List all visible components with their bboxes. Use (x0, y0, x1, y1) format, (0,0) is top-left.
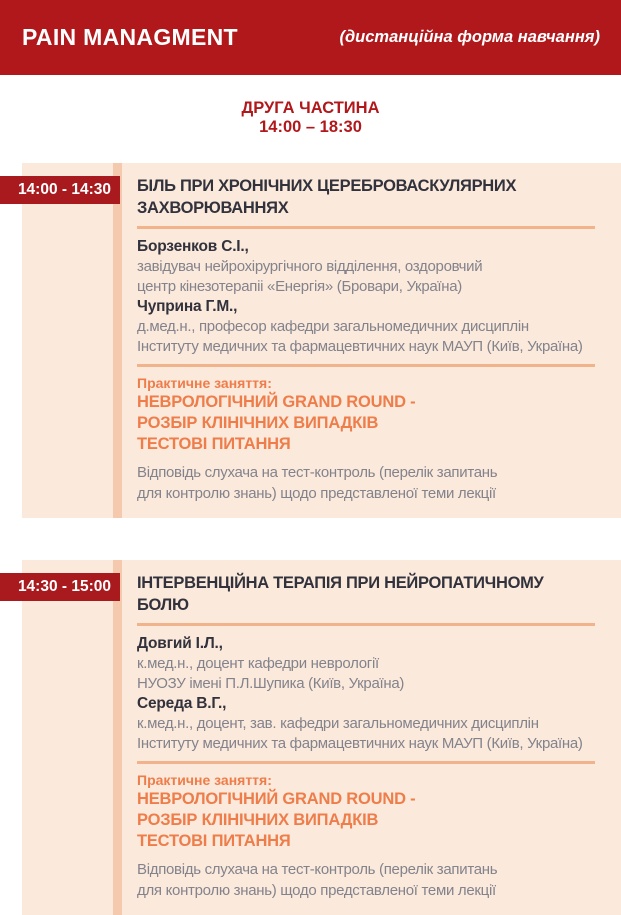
session-2-speakers (137, 634, 595, 754)
header-bar (0, 0, 621, 75)
session-2-content (122, 560, 621, 915)
divider (137, 623, 595, 626)
course-title: PAIN MANAGMENT (22, 24, 238, 50)
speaker-name: Середа В.Г., (137, 695, 227, 712)
course-format-subtitle: (дистанційна форма навчання) (339, 28, 600, 46)
practical-note-line: Відповідь слухача на тест-контроль (перелік запитань (137, 861, 498, 878)
session-1-speakers (137, 237, 595, 357)
speaker-name: Борзенков С.І., (137, 238, 249, 255)
session-1-content (122, 163, 621, 518)
speaker-description-line: Інституту медичних та фармацевтичних наук МАУП (Київ, Україна) (137, 735, 583, 752)
session-1-time-badge: 14:00 - 14:30 (0, 176, 120, 204)
practical-label: Практичне заняття: (137, 772, 272, 788)
practical-title-line: РОЗБІР КЛІНІЧНИХ ВИПАДКІВ (137, 811, 379, 829)
session-2-vertical-strip (113, 560, 122, 915)
practical-label: Практичне заняття: (137, 375, 272, 391)
session-block-1 (17, 163, 621, 518)
speaker-name: Чуприна Г.М., (137, 298, 238, 315)
part-heading (0, 99, 621, 137)
speaker-description-line: Інституту медичних та фармацевтичних наук МАУП (Київ, Україна) (137, 338, 583, 355)
speaker-description-line: НУОЗУ імені П.Л.Шупика (Київ, Україна) (137, 675, 405, 692)
practical-note (137, 859, 595, 901)
part-heading-time-range: 14:00 – 18:30 (259, 118, 362, 136)
practical-title-line: РОЗБІР КЛІНІЧНИХ ВИПАДКІВ (137, 414, 379, 432)
divider (137, 226, 595, 229)
session-2-time-column (22, 560, 113, 915)
practical-note (137, 462, 595, 504)
practical-note-line: для контролю знань) щодо представленої теми лекції (137, 485, 496, 502)
divider (137, 761, 595, 764)
practical-title-line: ТЕСТОВІ ПИТАННЯ (137, 435, 291, 453)
practical-note-line: для контролю знань) щодо представленої теми лекції (137, 882, 496, 899)
practical-note-line: Відповідь слухача на тест-контроль (перелік запитань (137, 464, 498, 481)
speaker-description-line: завідувач нейрохірургічного відділення, оздоровчий (137, 258, 483, 275)
speaker-name: Довгий І.Л., (137, 635, 223, 652)
speaker-description-line: центр кінезотерапіі «Енергія» (Бровари, Україна) (137, 278, 462, 295)
session-block-2 (17, 560, 621, 915)
speaker-description-line: к.мед.н., доцент, зав. кафедри загальномедичних дисциплін (137, 715, 539, 732)
session-2-time-badge: 14:30 - 15:00 (0, 573, 120, 601)
practical-title-line: ТЕСТОВІ ПИТАННЯ (137, 832, 291, 850)
part-heading-title: ДРУГА ЧАСТИНА (241, 99, 380, 117)
speaker-description-line: д.мед.н., професор кафедри загальномедичних дисциплін (137, 318, 529, 335)
divider (137, 364, 595, 367)
session-1-vertical-strip (113, 163, 122, 518)
session-1-time-column (22, 163, 113, 518)
speaker-description-line: к.мед.н., доцент кафедри неврології (137, 655, 379, 672)
session-2-title: ІНТЕРВЕНЦІЙНА ТЕРАПІЯ ПРИ НЕЙРОПАТИЧНОМУ БОЛЮ (137, 574, 544, 614)
practical-title-line: НЕВРОЛОГІЧНИЙ GRAND ROUND - (137, 393, 416, 411)
session-1-title: БІЛЬ ПРИ ХРОНІЧНИХ ЦЕРЕБРОВАСКУЛЯРНИХ ЗАХВОРЮВАННЯХ (137, 177, 517, 217)
session-1-practical (137, 375, 595, 504)
session-2-practical (137, 772, 595, 901)
practical-title-line: НЕВРОЛОГІЧНИЙ GRAND ROUND - (137, 790, 416, 808)
